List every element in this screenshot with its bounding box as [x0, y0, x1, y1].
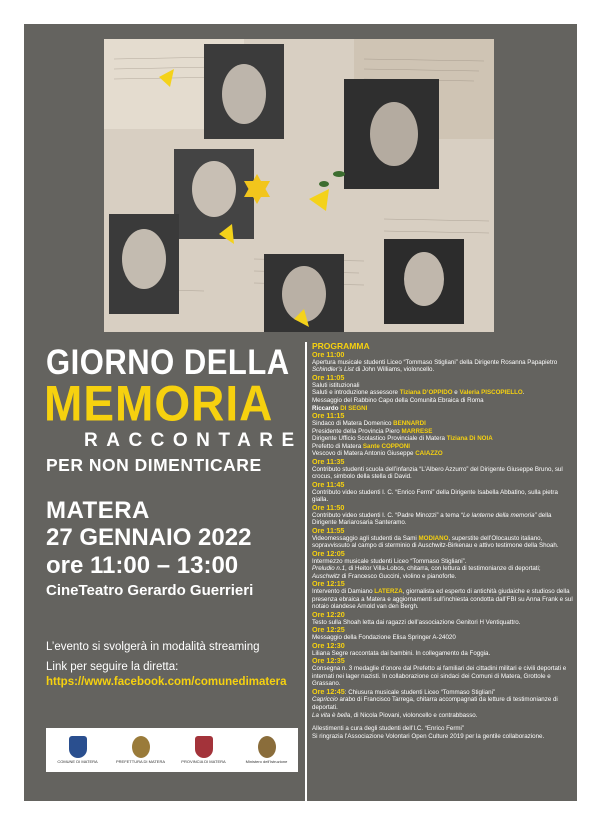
vertical-divider — [305, 342, 307, 814]
logo-label: PREFETTURA DI MATERA — [115, 759, 166, 764]
program-time: Ore 11:05 — [312, 372, 345, 382]
program-text: Apertura musicale studenti Liceo “Tommaso Stigliani” della Dirigente Rosanna Papapietro Schindler’s List di John Williams, violoncello. — [312, 358, 558, 374]
program-text: Consegna n. 3 medaglie d’onore dal Prefetto ai familiari dei cittadini militari e civili deportati e internati nei lager nazisti. In collaborazione coi sindaci dei Comuni di Matera, Grottole e Grassano. — [312, 664, 567, 688]
program-text: Ore 12:45: Chiusura musicale studenti Liceo “Tommaso Stigliani” Capriccio arabo di Francisco Tarrega, chitarra accompagnati da letture di testimonianze di deportati. La vita è bella, di Nicola Piovani, violoncello e contrabbasso. — [312, 686, 558, 719]
memorial-collage-image — [104, 39, 494, 332]
program-text: Contributo video studenti I. C. “Padre Minozzi” a tema “Le lanterne della memoria” della Dirigente Mariarosaria Santeramo. — [312, 511, 552, 527]
program-heading: PROGRAMMA — [312, 341, 370, 351]
program-text: Contributo studenti scuola dell’infanzia “L’Albero Azzurro” del Dirigente Giuseppe Bruno, sul crocus, simbolo della stella di David. — [312, 465, 563, 481]
event-city: MATERA — [46, 497, 150, 524]
program-text: Messaggio della Fondazione Elisa Springer A-24020 — [312, 634, 456, 642]
logo-ministero — [238, 736, 296, 764]
collage-illustration — [104, 39, 494, 332]
program-time: Ore 12:15 — [312, 579, 345, 589]
program-time: Ore 11:55 — [312, 525, 345, 535]
program-time: Ore 11:50 — [312, 502, 345, 512]
program-time: Ore 11:35 — [312, 456, 345, 466]
program-time: Ore 12:30 — [312, 640, 345, 650]
event-venue: CineTeatro Gerardo Guerrieri — [46, 582, 254, 599]
program-text: Saluti istituzionali Saluti e introduzione assessore Tiziana D’OPPIDO e Valeria PISCOPIELLO. Messaggio del Rabbino Capo della Comunità Ebraica di Roma Riccardo DI SEGNI — [312, 381, 525, 412]
program-footer — [312, 725, 574, 740]
program-time: Ore 12:25 — [312, 625, 345, 635]
coat-of-arms-icon — [195, 736, 213, 758]
sponsor-logos-strip — [46, 728, 298, 772]
program-text: Intermezzo musicale studenti Liceo “Tommaso Stigliani”. Preludio n.1, di Heitor Villa-Lobos, chitarra, con lettura di testimonianze di deportati; Auschwitz di Francesco Guccini, violino e pianoforte. — [312, 557, 541, 580]
logo-label: Ministero dell'Istruzione — [245, 759, 288, 764]
logo-label: PROVINCIA DI MATERA — [181, 759, 226, 764]
facebook-link[interactable]: https://www.facebook.com/comunedimatera — [46, 676, 287, 688]
streaming-note: L’evento si svolgerà in modalità streaming — [46, 641, 260, 653]
logo-label: COMUNE DI MATERA — [57, 759, 98, 764]
program-text: Sindaco di Matera Domenico BENNARDI Presidente della Provincia Piero MARRESE Dirigente Ufficio Scolastico Provinciale di Matera Tiziana Di NOIA Prefetto di Matera Sante COPPONI Vescovo di Matera Antonio Giuseppe CAIAZZO — [312, 419, 493, 458]
title-line-2: MEMORIA — [44, 375, 274, 432]
program-text: Liliana Segre raccontata dai bambini. In collegamento da Foggia. — [312, 649, 491, 657]
program-time: Ore 11:15 — [312, 411, 345, 421]
poster — [24, 24, 577, 801]
program-time: Ore 12:20 — [312, 610, 345, 620]
republic-emblem-icon — [132, 736, 150, 758]
event-date: 27 GENNAIO 2022 — [46, 524, 252, 551]
logo-provincia — [175, 736, 233, 764]
program-time: Ore 11:45 — [312, 479, 345, 489]
subtitle-line-1: RACCONTARE — [84, 430, 303, 451]
link-label: Link per seguire la diretta: — [46, 661, 179, 673]
program-time: Ore 11:00 — [312, 350, 345, 359]
event-time: ore 11:00 – 13:00 — [46, 552, 239, 579]
program-time: Ore 12:35 — [312, 656, 345, 666]
program-text: Testo sulla Shoah letta dai ragazzi dell’associazione Genitori H Ventiquattro. — [312, 618, 521, 626]
program-text: Videomessaggio agli studenti da Sami MODIANO, superstite dell’Olocausto italiano, sopravvissuto al campo di sterminio di Auschwitz-Birkenau e attivo testimone della Shoah. — [312, 534, 559, 550]
program-column — [312, 342, 574, 740]
footer-credits: Allestimenti a cura degli studenti dell’I.C. “Enrico Fermi” — [312, 725, 464, 733]
coat-of-arms-icon — [69, 736, 87, 758]
subtitle-line-2: PER NON DIMENTICARE — [46, 455, 262, 475]
program-time: Ore 12:05 — [312, 548, 345, 558]
logo-prefettura — [112, 736, 170, 764]
program-text: Intervento di Damiano LATERZA, giornalista ed esperto di antichità giudaiche e studioso della presenza ebraica a Matera e aggiornamenti sull’inchiesta condotta dall’FBI su Anna Frank e sul notaio olandese Arnold van den Bergh. — [312, 588, 573, 611]
footer-thanks: Si ringrazia l’Associazione Volontari Open Culture 2019 per la gentile collaborazione. — [312, 732, 545, 740]
logo-comune — [49, 736, 107, 764]
program-text: Contributo video studenti I. C. “Enrico Fermi” della Dirigente Isabella Abbatino, sulla pietra gialla. — [312, 488, 558, 504]
republic-emblem-icon — [258, 736, 276, 758]
title-line-1: GIORNO DELLA — [46, 342, 290, 383]
